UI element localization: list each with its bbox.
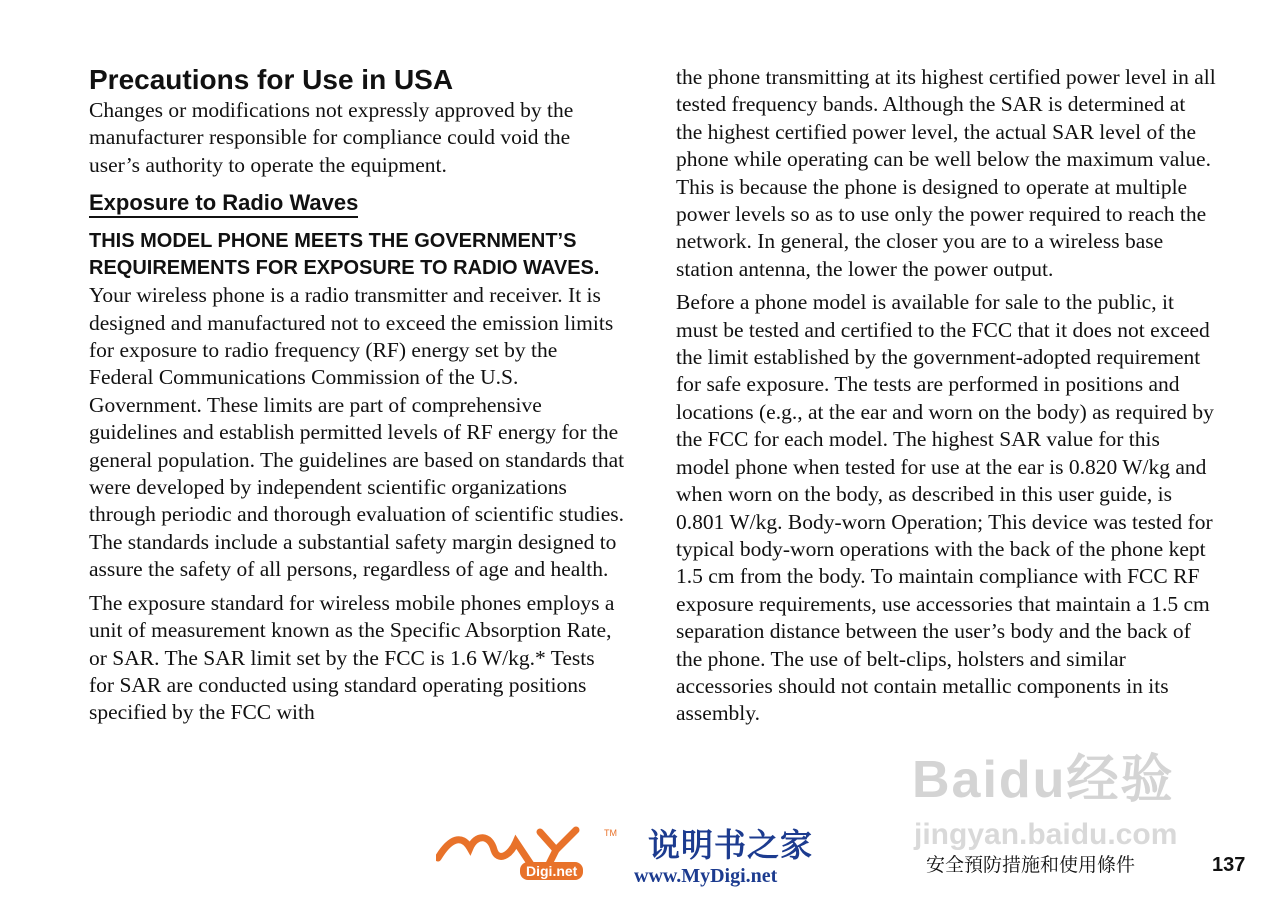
right-column [676, 64, 1216, 728]
cn-site-url: www.MyDigi.net [634, 865, 778, 887]
paragraph-3: the phone transmitting at its highest certified power level in all tested frequency bands. Although the SAR is determined at the highest certified power level, the actual SAR level of the phone while operating can be well below the maximum value. This is because the phone is designed to operate at multiple power levels so as to use only the power required to reach the network. In general, the closer you are to a wireless base station antenna, the lower the power output. [676, 65, 1216, 281]
intro-paragraph: Changes or modifications not expressly approved by the manufacturer responsible for compliance could void the user’s authority to operate the equipment. [89, 98, 574, 177]
logo-tag: Digi.net [520, 862, 583, 880]
page-title: Precautions for Use in USA [89, 64, 454, 95]
paragraph-4: Before a phone model is available for sale to the public, it must be tested and certified to the FCC that it does not exceed the limit established by the government-adopted requirement for safe exposure. The tests are performed in positions and locations (e.g., at the ear and worn on the body) as required by the FCC for each model. The highest SAR value for this model phone when tested for use at the ear is 0.820 W/kg and when worn on the body, as described in this user guide, is 0.801 W/kg. Body-worn Operation; This device was tested for typical body-worn operations with the back of the phone kept 1.5 cm from the body. To maintain compliance with FCC RF exposure requirements, use accessories that maintain a 1.5 cm separation distance between the user’s body and the back of the phone. The use of belt-clips, holsters and similar accessories should not contain metallic components in its assembly. [676, 290, 1214, 726]
cn-site-name: 说明书之家 [648, 826, 814, 864]
baidu-watermark-url: jingyan.baidu.com [914, 818, 1178, 851]
page-number: 137 [1212, 854, 1246, 876]
svg-text:TM: TM [604, 828, 617, 838]
paragraph-2: The exposure standard for wireless mobile phones employs a unit of measurement known as the Specific Absorption Rate, or SAR. The SAR limit set by the FCC is 1.6 W/kg.* Tests for SAR are conducted using standard operating positions specified by the FCC with [89, 590, 615, 725]
caps-heading: THIS MODEL PHONE MEETS THE GOVERNMENT’S REQUIREMENTS FOR EXPOSURE TO RADIO WAVES. [89, 230, 600, 280]
left-column [89, 64, 625, 727]
paragraph-1: Your wireless phone is a radio transmitter and receiver. It is designed and manufactured not to exceed the emission limits for exposure to radio frequency (RF) energy set by the Federal Communications Commission of the U.S. Government. These limits are part of comprehensive guidelines and establish permitted levels of RF energy for the general population. The guidelines are based on standards that were developed by independent scientific organizations through periodic and thorough evaluation of scientific studies. The standards include a substantial safety margin designed to assure the safety of all persons, regardless of age and health. [89, 283, 625, 582]
section-heading-text: Exposure to Radio Waves [89, 190, 358, 218]
footer-section-name: 安全預防措施和使用條件 [926, 854, 1136, 876]
baidu-watermark: Baidu经验 [912, 751, 1175, 809]
section-heading [89, 190, 625, 216]
